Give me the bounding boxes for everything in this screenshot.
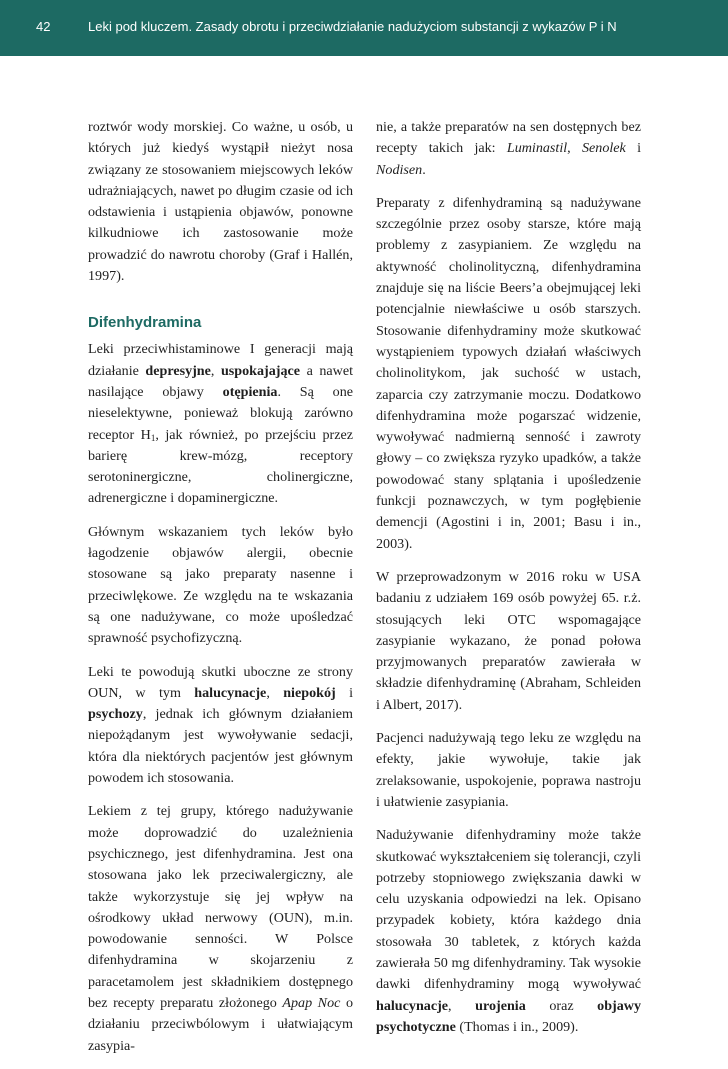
paragraph: Preparaty z difenhydraminą są nadużywane szczególnie przez osoby starsze, które mają problemy z zasypianiem. Ze względu na aktywność cholinolityczną, difenhydramina znajduje się na liście Beers’a obejmującej leki potencjalnie niewłaściwe u osób starszych. Stosowanie difenhydraminy może skutkować wystąpieniem typowych działań właściwych cholinolitykom, jak suchość w ustach, zaparcia czy zatrzymanie moczu. Dodatkowo difenhydramina może pogarszać widzenie, wywoływać nadmierną senność i zawroty głowy – co zwiększa ryzyko upadków, a także powodować stany splątania i upośledzenie funkcji poznawczych, w tym pogłębienie demencji (Agostini i in, 2001; Basu i in., 2003). [376,194,641,552]
paragraph: Głównym wskazaniem tych leków było łagodzenie objawów alergii, obecnie stosowane są jako preparaty nasenne i przeciwlękowe. Ze względu na te wskazania są one nadużywane, co może upośledzać sprawność psychofizyczną. [88,523,353,647]
bold-term: otępienia [222,383,278,400]
running-title: Leki pod kluczem. Zasady obrotu i przeciwdziałanie nadużyciom substancji z wykazów P i N [88,19,617,34]
subscript: 1 [150,432,156,443]
paragraph: Nadużywanie difenhydraminy może także skutkować wykształceniem się tolerancji, czyli potrzeby stopniowego zwiększania dawki w celu uzyskania odpowiedzi na lek. Opisano przypadek kobiety, która każdego dnia stosowała 30 tabletek, z których każda zawierała 50 mg difenhydraminy. Tak wysokie dawki difenhydraminy mogą wywoływać halucynacje, urojenia oraz objawy psychotyczne (Thomas i in., 2009). [376,827,641,1035]
page-header [0,0,728,56]
bold-term: niepokój [283,684,336,701]
italic-term: Nodisen [376,161,423,178]
bold-term: uspokajające [220,362,301,379]
left-column [88,117,353,1069]
italic-term: Apap Noc [282,994,341,1011]
paragraph: Pacjenci nadużywają tego leku ze względu na efekty, jakie wywołuje, takie jak zrelaksowanie, uspokojenie, poprawa nastroju i ułatwienie zasypiania. [376,730,641,810]
italic-term: Luminastil [506,140,568,157]
paragraph: Leki przeciwhistaminowe I generacji mają działanie depresyjne, uspokajające a nawet nasilające objawy otępienia. Są one nieselektywne, ponieważ blokują zarówno receptor $H_1$, jak również, po przejściu przez barierę krew-mózg, receptory serotoninergiczne, cholinergiczne, adrenergiczne i dopaminergiczne. [88,341,354,507]
page-number: 42 [36,19,51,34]
bold-term: halucynacje [194,684,267,701]
paragraph: roztwór wody morskiej. Co ważne, u osób, u których już kiedyś wystąpił nieżyt nosa związany ze stosowaniem miejscowych leków udrażniających, nawet po długim czasie od ich odstawienia i ustąpienia objawów, ponowne kilkudniowe ich zastosowanie może prowadzić do nawrotu choroby (Graf i Hallén, 1997). [88,119,353,285]
paragraph: Leki te powodują skutki uboczne ze strony OUN, w tym halucynacje, niepokój i psychozy, jednak ich głównym działaniem niepożądanym jest wywoływanie sedacji, która dla niektórych pacjentów jest głównym powodem ich stosowania. [88,663,353,787]
bold-term: urojenia [475,997,526,1014]
paragraph: nie, a także preparatów na sen dostępnych bez recepty takich jak: Luminastil, Senolek i Nodisen. [376,119,641,178]
bold-term: halucynacje [376,997,449,1014]
bold-term: psychozy [88,706,143,723]
bold-term: objawy psychotyczne [376,997,641,1035]
bold-term: depresyjne [145,362,211,379]
paragraph: W przeprowadzonym w 2016 roku w USA badaniu z udziałem 169 osób powyżej 65. r.ż. stosujących leki OTC wspomagające zasypianie wykazano, że ponad połowa przyjmowanych preparatów zawierała w składzie difenhydraminę (Abraham, Schleiden i Albert, 2017). [376,568,641,713]
italic-term: Senolek [581,140,626,157]
paragraph: Lekiem z tej grupy, którego nadużywanie może doprowadzić do uzależnienia psychicznego, jest difenhydramina. Jest ona stosowana jako lek przeciwalergiczny, ale także wykorzystuje się jej wpływ na ośrodkowy układ nerwowy (OUN), m.in. powodowanie senności. W Polsce difenhydramina w skojarzeniu z paracetamolem jest składnikiem dostępnego bez recepty preparatu złożonego Apap Noc o działaniu przeciwbólowym i ułatwiającym zasypia- [88,803,353,1054]
right-column [376,117,641,1050]
section-title: Difenhydramina [88,314,202,332]
